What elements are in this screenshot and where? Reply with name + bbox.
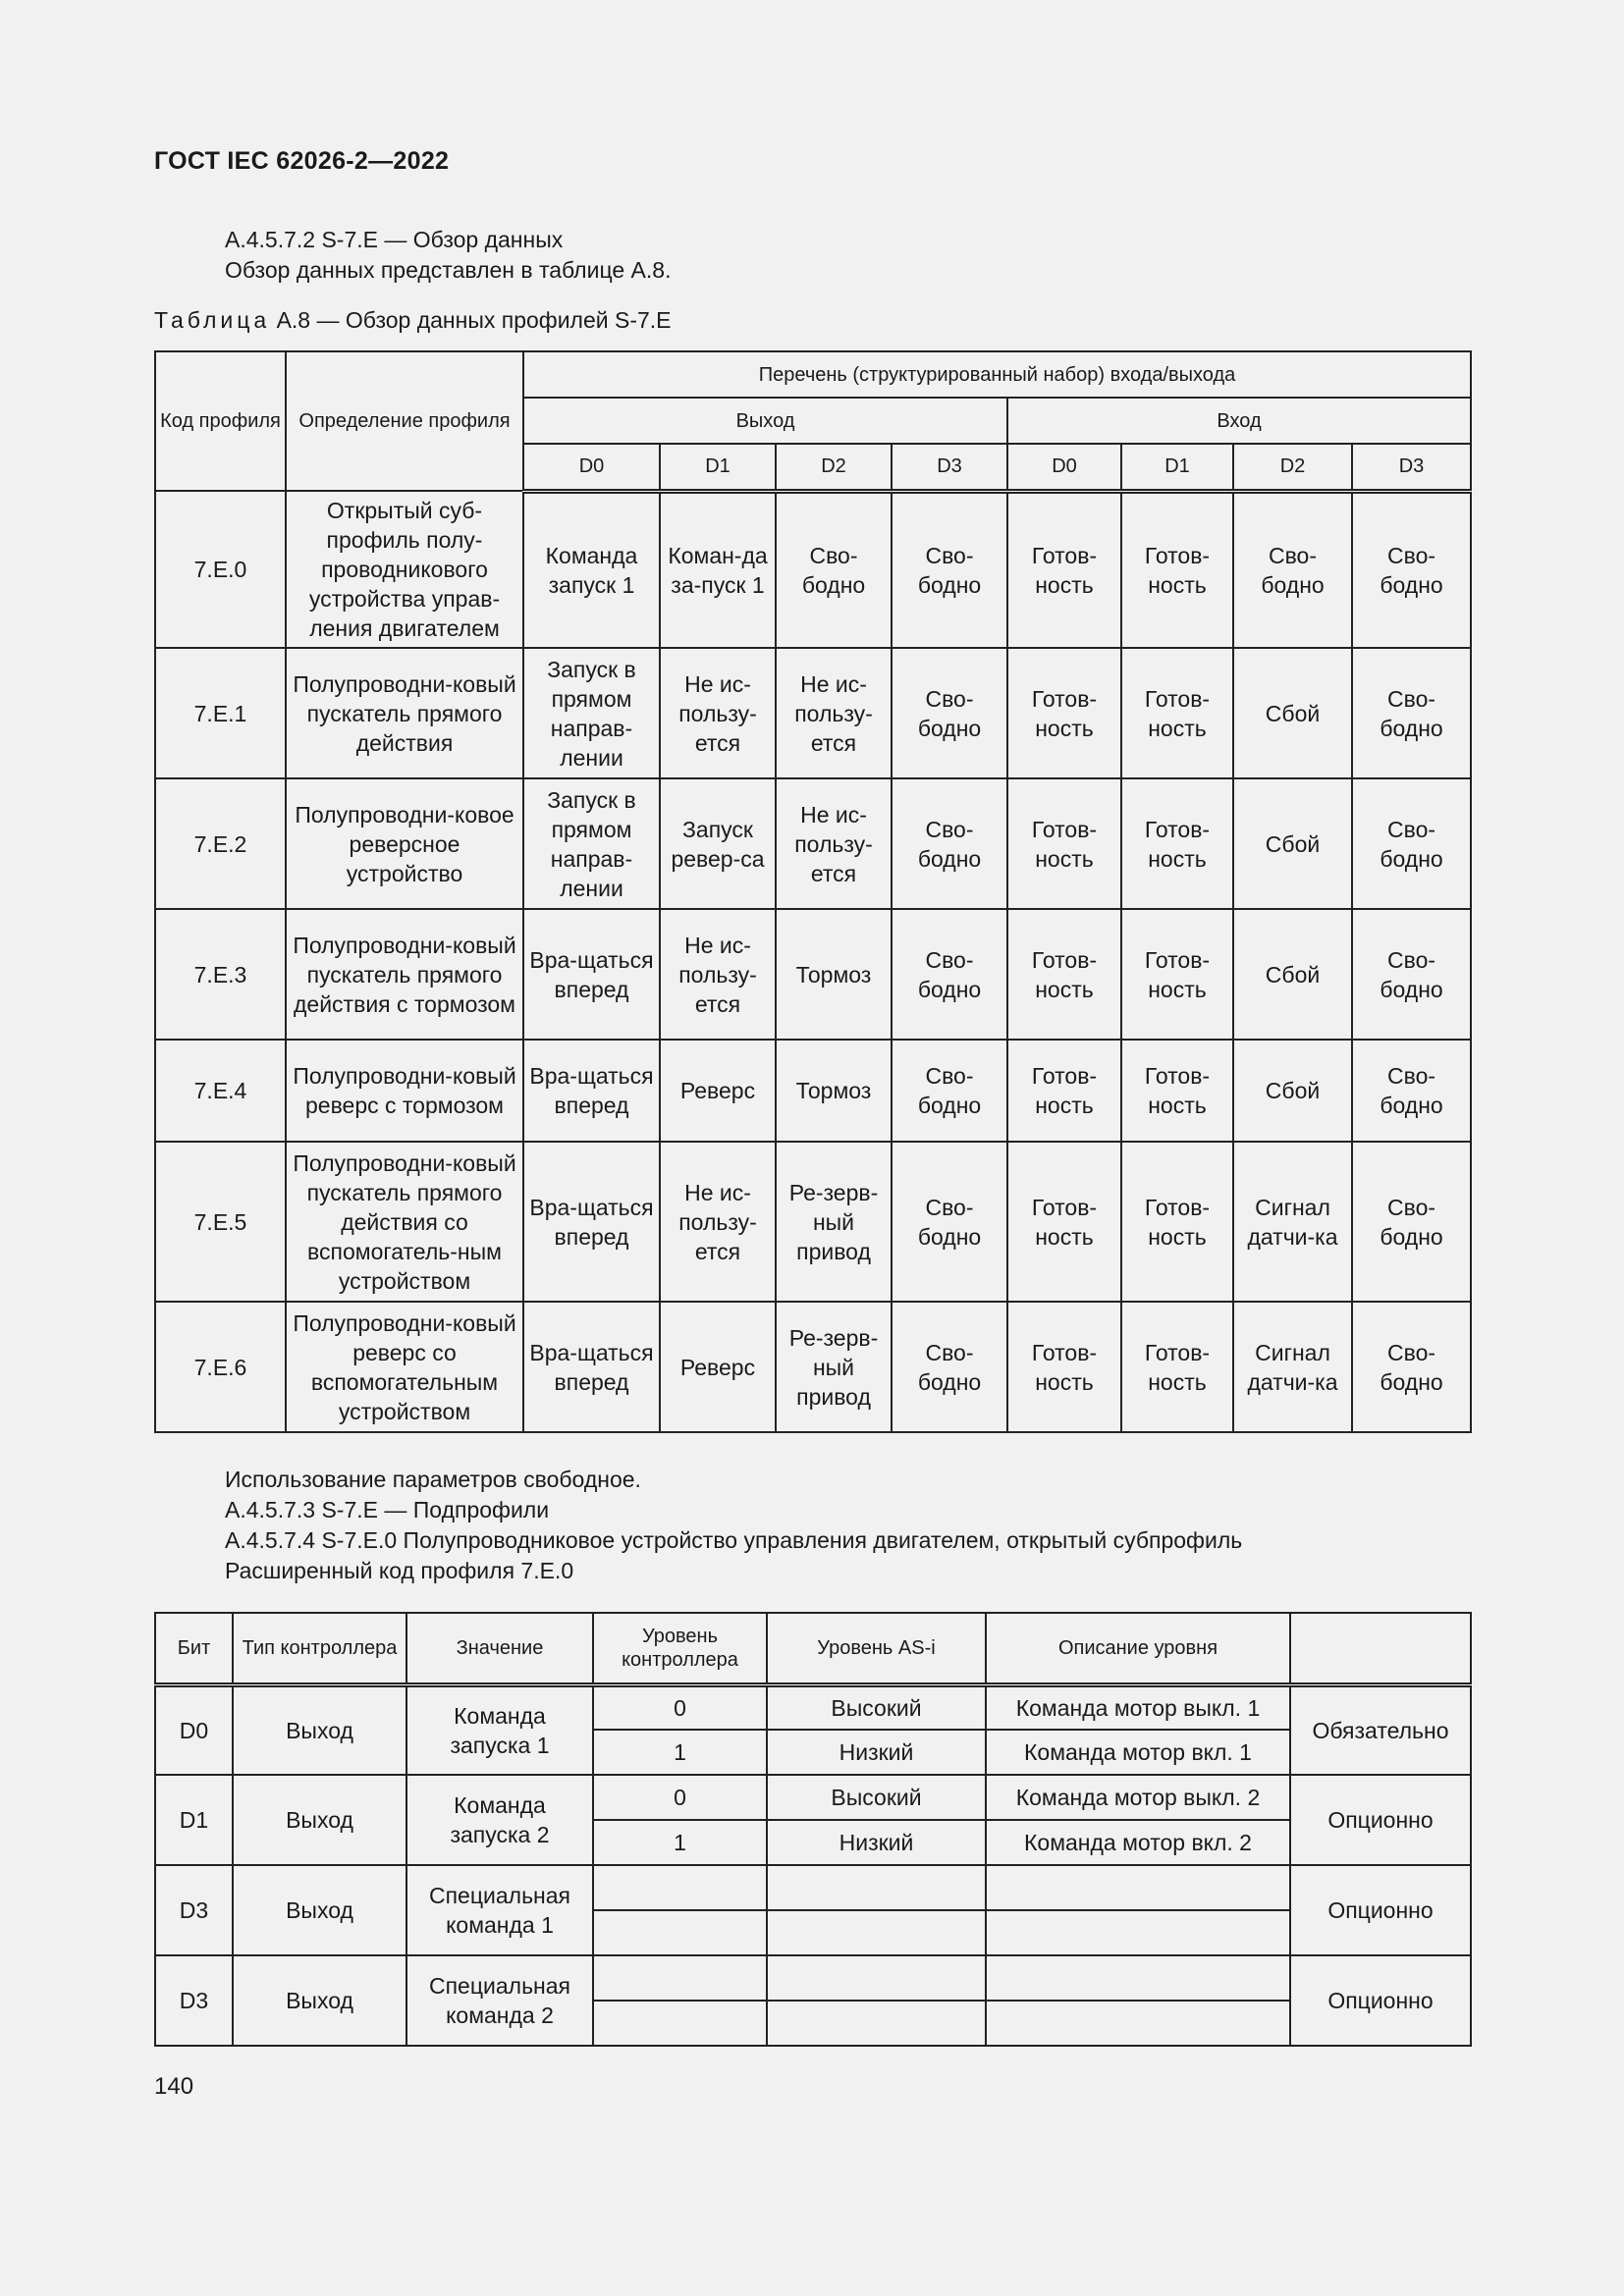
controller-level-cell: 0 <box>593 1775 767 1820</box>
caption-text: А.8 — Обзор данных профилей S-7.E <box>270 307 672 333</box>
header-out-d2: D2 <box>776 444 892 491</box>
bit-cell: D3 <box>155 1865 233 1955</box>
controller-level-cell <box>593 1910 767 1955</box>
profile-code-cell: 7.E.5 <box>155 1142 286 1302</box>
io-cell: Сво-бодно <box>1352 778 1471 909</box>
io-cell: Готов-ность <box>1007 909 1121 1040</box>
profile-definition-cell: Полупроводни-ковое реверсное устройство <box>286 778 523 909</box>
intro-text: Обзор данных представлен в таблице А.8. <box>225 257 672 283</box>
profile-code-cell: 7.E.6 <box>155 1302 286 1432</box>
subsection-heading-2: А.4.5.7.4 S-7.E.0 Полупроводниковое устройство управления двигателем, открытый субпрофиль <box>225 1527 1243 1553</box>
io-cell: Сво-бодно <box>892 909 1007 1040</box>
header-out-d1: D1 <box>660 444 776 491</box>
profile-code-text: Расширенный код профиля 7.Е.0 <box>225 1558 574 1583</box>
table-row <box>155 909 1471 1040</box>
asi-level-cell: Высокий <box>767 1684 986 1730</box>
document-header: ГОСТ IEC 62026-2—2022 <box>154 147 450 175</box>
header-input: Вход <box>1007 398 1471 444</box>
header-controller-level: Уровень контроллера <box>593 1613 767 1684</box>
profile-code-cell: 7.E.1 <box>155 648 286 778</box>
io-cell: Сво-бодно <box>892 1040 1007 1142</box>
bit-cell: D3 <box>155 1955 233 2046</box>
value-cell: Команда запуска 2 <box>406 1775 593 1865</box>
profile-code-cell: 7.E.4 <box>155 1040 286 1142</box>
asi-level-cell: Низкий <box>767 1730 986 1775</box>
header-in-d1: D1 <box>1121 444 1233 491</box>
header-code: Код профиля <box>155 351 286 491</box>
io-cell: Готов-ность <box>1007 1142 1121 1302</box>
io-cell: Не ис-пользу-ется <box>660 909 776 1040</box>
level-description-cell <box>986 1910 1290 1955</box>
io-cell: Сво-бодно <box>892 648 1007 778</box>
requirement-cell: Опционно <box>1290 1955 1471 2046</box>
io-cell: Запуск в прямом направ-лении <box>523 648 660 778</box>
level-description-cell <box>986 1865 1290 1910</box>
profile-definition-cell: Полупроводни-ковый реверс с тормозом <box>286 1040 523 1142</box>
level-description-cell: Команда мотор выкл. 2 <box>986 1775 1290 1820</box>
io-cell: Вра-щаться вперед <box>523 1142 660 1302</box>
header-asi-level: Уровень AS-i <box>767 1613 986 1684</box>
profile-definition-cell: Полупроводни-ковый пускатель прямого действия с тормозом <box>286 909 523 1040</box>
io-cell: Готов-ность <box>1121 491 1233 648</box>
profile-code-cell: 7.E.3 <box>155 909 286 1040</box>
header-definition: Определение профиля <box>286 351 523 491</box>
io-cell: Вра-щаться вперед <box>523 1040 660 1142</box>
io-cell: Ре-зерв-ный привод <box>776 1302 892 1432</box>
header-out-d0: D0 <box>523 444 660 491</box>
header-value: Значение <box>406 1613 593 1684</box>
profiles-table <box>154 350 1472 1433</box>
asi-level-cell <box>767 2001 986 2046</box>
profile-definition-cell: Полупроводни-ковый реверс со вспомогательным устройством <box>286 1302 523 1432</box>
io-cell: Тормоз <box>776 909 892 1040</box>
section-heading: А.4.5.7.2 S-7.E — Обзор данных <box>225 227 564 252</box>
asi-level-cell: Высокий <box>767 1775 986 1820</box>
value-cell: Команда запуска 1 <box>406 1684 593 1775</box>
io-cell: Не ис-пользу-ется <box>660 648 776 778</box>
io-cell: Готов-ность <box>1007 1302 1121 1432</box>
io-cell: Готов-ность <box>1007 491 1121 648</box>
controller-level-cell: 1 <box>593 1730 767 1775</box>
table-row <box>155 1684 1471 1730</box>
io-cell: Готов-ность <box>1121 1142 1233 1302</box>
asi-level-cell <box>767 1865 986 1910</box>
io-cell: Сво-бодно <box>892 1142 1007 1302</box>
level-description-cell: Команда мотор выкл. 1 <box>986 1684 1290 1730</box>
requirement-cell: Обязательно <box>1290 1684 1471 1775</box>
controller-type-cell: Выход <box>233 1955 406 2046</box>
io-cell: Сбой <box>1233 648 1352 778</box>
profile-definition-cell: Полупроводни-ковый пускатель прямого действия со вспомогатель-ным устройством <box>286 1142 523 1302</box>
bit-cell: D1 <box>155 1775 233 1865</box>
header-out-d3: D3 <box>892 444 1007 491</box>
io-cell: Сво-бодно <box>1352 491 1471 648</box>
table-caption <box>154 307 672 334</box>
controller-type-cell: Выход <box>233 1684 406 1775</box>
io-cell: Не ис-пользу-ется <box>776 778 892 909</box>
io-cell: Коман-да за-пуск 1 <box>660 491 776 648</box>
io-cell: Тормоз <box>776 1040 892 1142</box>
bit-cell: D0 <box>155 1684 233 1775</box>
subsection-heading: А.4.5.7.3 S-7.E — Подпрофили <box>225 1497 550 1522</box>
header-in-d3: D3 <box>1352 444 1471 491</box>
header-output: Выход <box>523 398 1007 444</box>
io-cell: Сигнал датчи-ка <box>1233 1142 1352 1302</box>
controller-level-cell <box>593 2001 767 2046</box>
controller-level-cell <box>593 1865 767 1910</box>
table-row <box>155 1775 1471 1820</box>
asi-level-cell: Низкий <box>767 1820 986 1865</box>
table-row <box>155 1142 1471 1302</box>
io-cell: Готов-ность <box>1121 1040 1233 1142</box>
io-cell: Сво-бодно <box>892 491 1007 648</box>
note-text: Использование параметров свободное. <box>225 1467 641 1492</box>
io-cell: Запуск ревер-са <box>660 778 776 909</box>
io-cell: Сво-бодно <box>892 778 1007 909</box>
requirement-cell: Опционно <box>1290 1865 1471 1955</box>
controller-level-cell <box>593 1955 767 2001</box>
io-cell: Реверс <box>660 1040 776 1142</box>
requirement-cell: Опционно <box>1290 1775 1471 1865</box>
io-cell: Сво-бодно <box>776 491 892 648</box>
io-cell: Готов-ность <box>1121 778 1233 909</box>
table-row <box>155 648 1471 778</box>
io-cell: Сво-бодно <box>1352 648 1471 778</box>
io-cell: Реверс <box>660 1302 776 1432</box>
io-cell: Сво-бодно <box>892 1302 1007 1432</box>
io-cell: Сигнал датчи-ка <box>1233 1302 1352 1432</box>
io-cell: Команда запуск 1 <box>523 491 660 648</box>
io-cell: Готов-ность <box>1121 909 1233 1040</box>
io-cell: Не ис-пользу-ется <box>660 1142 776 1302</box>
level-description-cell <box>986 2001 1290 2046</box>
io-cell: Не ис-пользу-ется <box>776 648 892 778</box>
table-row <box>155 1865 1471 1910</box>
io-cell: Ре-зерв-ный привод <box>776 1142 892 1302</box>
level-description-cell: Команда мотор вкл. 1 <box>986 1730 1290 1775</box>
header-list: Перечень (структурированный набор) входа/выхода <box>523 351 1471 398</box>
header-requirement <box>1290 1613 1471 1684</box>
io-cell: Вра-щаться вперед <box>523 909 660 1040</box>
io-cell: Сво-бодно <box>1352 909 1471 1040</box>
header-in-d2: D2 <box>1233 444 1352 491</box>
io-cell: Сбой <box>1233 1040 1352 1142</box>
controller-type-cell: Выход <box>233 1775 406 1865</box>
table-row <box>155 1302 1471 1432</box>
io-cell: Готов-ность <box>1007 1040 1121 1142</box>
level-description-cell: Команда мотор вкл. 2 <box>986 1820 1290 1865</box>
io-cell: Сбой <box>1233 778 1352 909</box>
profile-code-cell: 7.E.0 <box>155 491 286 648</box>
io-cell: Сво-бодно <box>1352 1040 1471 1142</box>
value-cell: Специальная команда 1 <box>406 1865 593 1955</box>
table-row <box>155 778 1471 909</box>
profile-definition-cell: Открытый суб-профиль полу-проводникового устройства управ-ления двигателем <box>286 491 523 648</box>
caption-word: Таблица <box>154 307 271 333</box>
io-cell: Готов-ность <box>1121 1302 1233 1432</box>
controller-level-cell: 0 <box>593 1684 767 1730</box>
io-cell: Готов-ность <box>1007 648 1121 778</box>
profile-code-cell: 7.E.2 <box>155 778 286 909</box>
io-cell: Готов-ность <box>1007 778 1121 909</box>
io-cell: Запуск в прямом направ-лении <box>523 778 660 909</box>
level-description-cell <box>986 1955 1290 2001</box>
asi-level-cell <box>767 1955 986 2001</box>
io-cell: Готов-ность <box>1121 648 1233 778</box>
header-controller-type: Тип контроллера <box>233 1613 406 1684</box>
table-row <box>155 491 1471 648</box>
subprofile-table <box>154 1612 1472 2047</box>
io-cell: Вра-щаться вперед <box>523 1302 660 1432</box>
controller-type-cell: Выход <box>233 1865 406 1955</box>
header-bit: Бит <box>155 1613 233 1684</box>
io-cell: Сво-бодно <box>1352 1302 1471 1432</box>
value-cell: Специальная команда 2 <box>406 1955 593 2046</box>
table-row <box>155 1955 1471 2001</box>
header-in-d0: D0 <box>1007 444 1121 491</box>
asi-level-cell <box>767 1910 986 1955</box>
page-number: 140 <box>154 2073 194 2100</box>
io-cell: Сво-бодно <box>1233 491 1352 648</box>
table-row <box>155 1040 1471 1142</box>
profile-definition-cell: Полупроводни-ковый пускатель прямого действия <box>286 648 523 778</box>
header-level-description: Описание уровня <box>986 1613 1290 1684</box>
io-cell: Сбой <box>1233 909 1352 1040</box>
controller-level-cell: 1 <box>593 1820 767 1865</box>
io-cell: Сво-бодно <box>1352 1142 1471 1302</box>
